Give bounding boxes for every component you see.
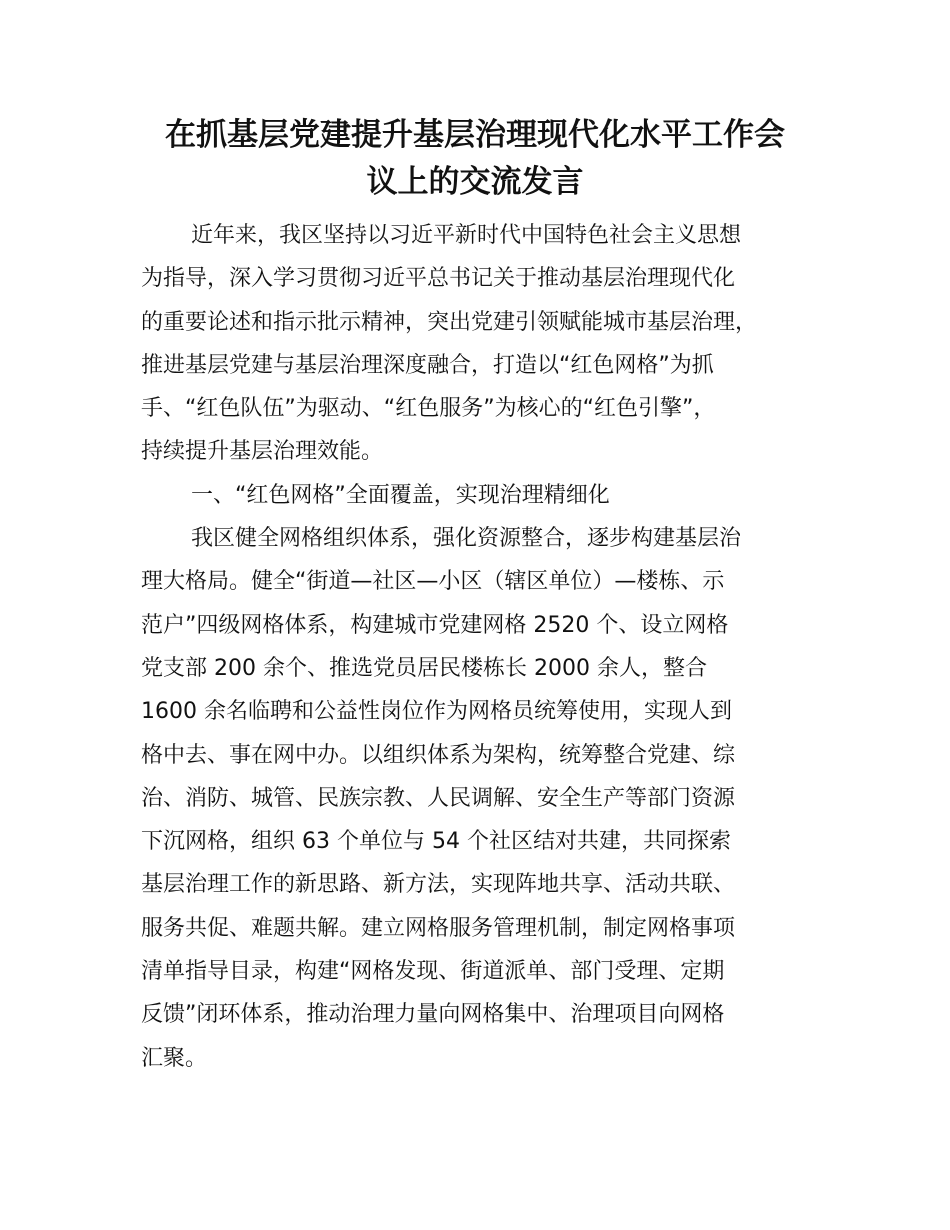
title-line: 议上的交流发言 [366,164,584,200]
text-line: 反馈”闭环体系，推动治理力量向网格集中、治理项目向网格 [141,1002,725,1028]
intro-paragraph [141,214,841,474]
text-line: 党支部 200 余个、推选党员居民楼栋长 2000 余人，整合 [141,655,707,681]
text-line: 持续提升基层治理效能。 [141,439,384,465]
text-line: 手、“红色队伍”为驱动、“红色服务”为核心的“红色引擎”， [141,396,716,422]
heading-line: 一、“红色网格”全面覆盖，实现治理精细化 [191,482,610,508]
text-line: 汇聚。 [141,1045,208,1071]
title-line: 在抓基层党建提升基层治理现代化水平工作会 [165,117,785,153]
text-line: 下沉网格，组织 63 个单位与 54 个社区结对共建，共同探索 [141,829,731,855]
text-line: 推进基层党建与基层治理深度融合，打造以“红色网格”为抓 [141,352,714,378]
text-line: 治、消防、城管、民族宗教、人民调解、安全生产等部门资源 [141,785,736,811]
text-line: 清单指导目录，构建“网格发现、街道派单、部门受理、定期 [141,959,725,985]
text-line: 范户”四级网格体系，构建城市党建网格 2520 个、设立网格 [141,612,729,638]
document-title [130,112,820,206]
text-line: 1600 余名临聘和公益性岗位作为网格员统筹使用，实现人到 [141,699,732,725]
text-line: 基层治理工作的新思路、新方法，实现阵地共享、活动共联、 [141,872,736,898]
text-line: 我区健全网格组织体系，强化资源整合，逐步构建基层治 [191,526,742,552]
section-heading [141,474,841,517]
text-line: 格中去、事在网中办。以组织体系为架构，统筹整合党建、综 [141,742,736,768]
text-line: 的重要论述和指示批示精神，突出党建引领赋能城市基层治理， [141,309,758,335]
document-body [141,214,841,1080]
text-line: 为指导，深入学习贯彻习近平总书记关于推动基层治理现代化 [141,266,736,292]
text-line: 理大格局。健全“街道—社区—小区（辖区单位）—楼栋、示 [141,569,725,595]
section-paragraph [141,517,841,1080]
text-line: 服务共促、难题共解。建立网格服务管理机制，制定网格事项 [141,915,736,941]
text-line: 近年来，我区坚持以习近平新时代中国特色社会主义思想 [191,223,742,248]
